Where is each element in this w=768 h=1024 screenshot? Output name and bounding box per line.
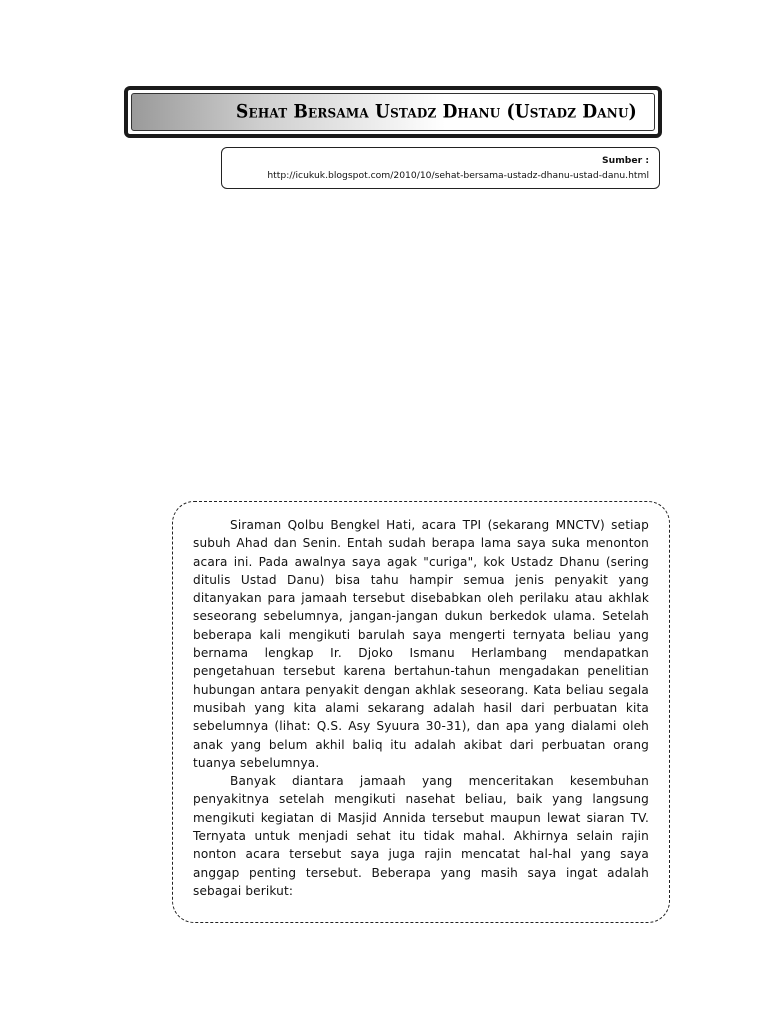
source-label: Sumber :	[602, 155, 649, 166]
page-title: Sehat Bersama Ustadz Dhanu (Ustadz Danu)	[236, 100, 637, 124]
source-url: http://icukuk.blogspot.com/2010/10/sehat-bersama-ustadz-dhanu-ustad-danu.html	[267, 170, 649, 181]
title-banner	[124, 86, 662, 138]
title-banner-inner	[131, 93, 655, 131]
article-paragraph-2: Banyak diantara jamaah yang menceritakan kesembuhan penyakitnya setelah mengikuti nasehat beliau, baik yang langsung mengikuti kegiatan di Masjid Annida tersebut maupun lewat siaran TV. Ternyata untuk menjadi sehat itu tidak mahal. Akhirnya selain rajin nonton acara tersebut saya juga rajin mencatat hal-hal yang saya anggap penting tersebut. Beberapa yang masih saya ingat adalah sebagai berikut:	[193, 774, 649, 898]
article-paragraph-1: Siraman Qolbu Bengkel Hati, acara TPI (sekarang MNCTV) setiap subuh Ahad dan Senin. Entah sudah berapa lama saya suka menonton acara ini. Pada awalnya saya agak "curiga", kok Ustadz Dhanu (sering ditulis Ustad Danu) bisa tahu hampir semua jenis penyakit yang ditanyakan para jamaah tersebut disebabkan oleh perilaku atau akhlak seseorang sebelumnya, jangan-jangan dukun berkedok ulama. Setelah beberapa kali mengikuti barulah saya mengerti ternyata beliau yang bernama lengkap Ir. Djoko Ismanu Herlambang mendapatkan pengetahuan tersebut karena bertahun-tahun mengadakan penelitian hubungan antara penyakit dengan akhlak seseorang. Kata beliau segala musibah yang kita alami sekarang adalah hasil dari perbuatan kita sebelumnya (lihat: Q.S. Asy Syuura 30-31), dan apa yang dialami oleh anak yang belum akhil baliq itu adalah akibat dari perbuatan orang tuanya sebelumnya.	[193, 518, 649, 770]
article-box	[172, 501, 670, 923]
source-box	[221, 147, 660, 189]
